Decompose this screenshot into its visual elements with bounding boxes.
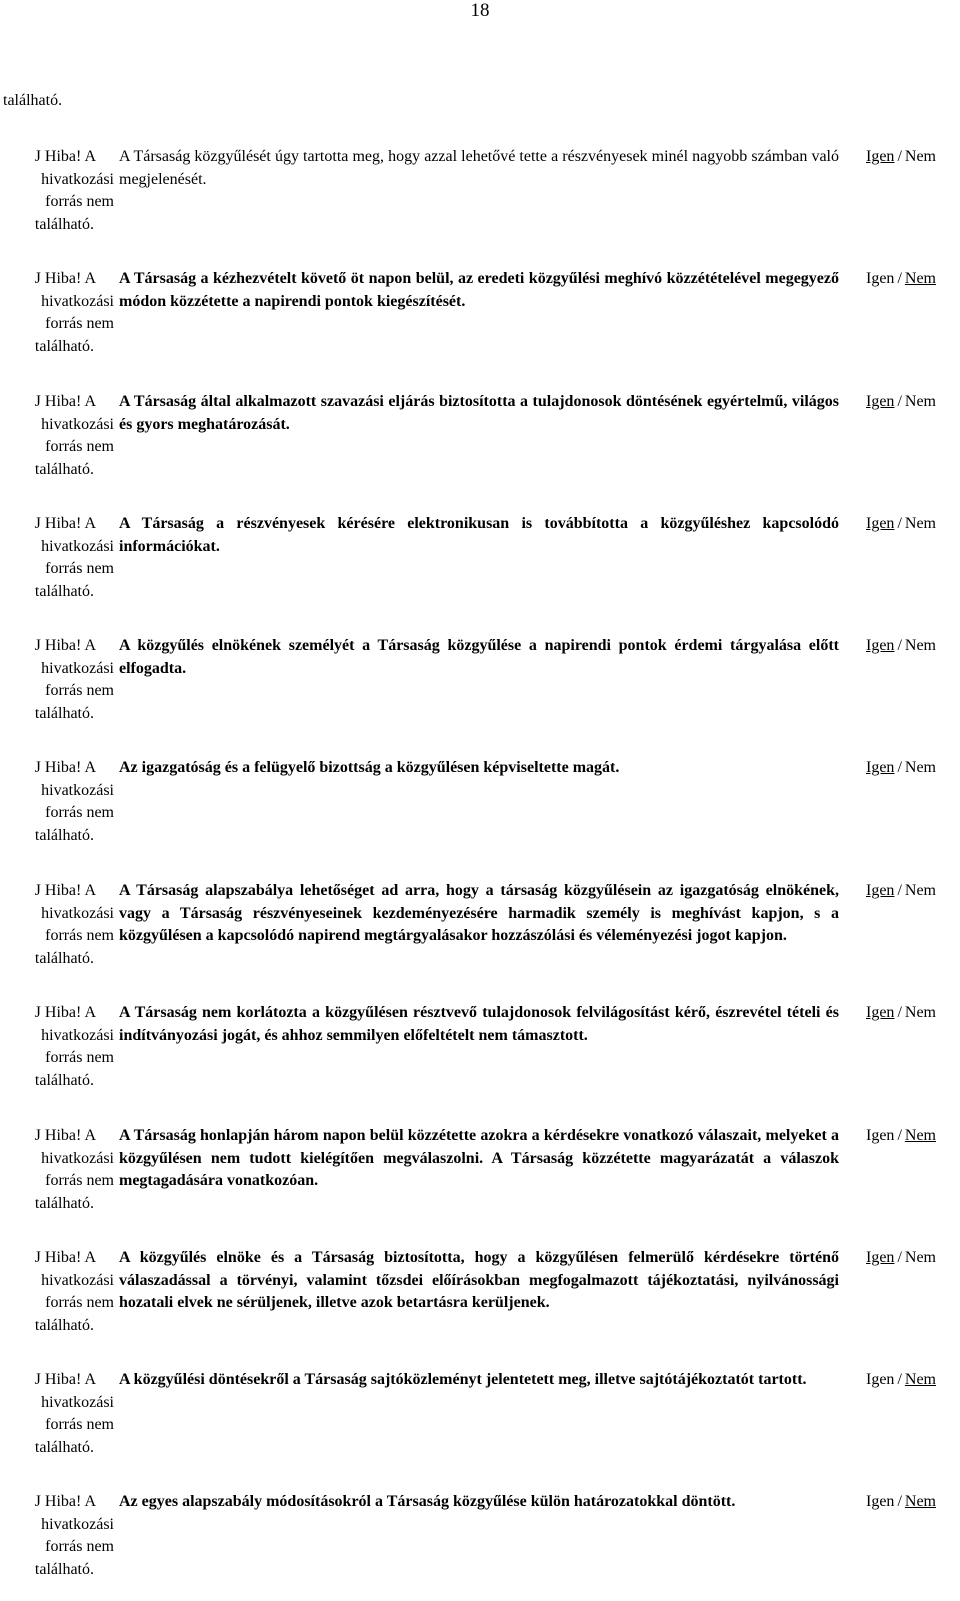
reference-error bbox=[4, 635, 114, 725]
statement-row bbox=[0, 1369, 960, 1479]
reference-error-line: forrás nem bbox=[45, 193, 114, 210]
answer-no-option[interactable]: Nem bbox=[904, 1249, 936, 1266]
statement-text: A Társaság közgyűlését úgy tartotta meg, hogy azzal lehetővé tette a részvényesek minél nagyobb számban való megjelenését. bbox=[119, 148, 839, 188]
reference-error-line: található. bbox=[34, 337, 94, 355]
reference-error bbox=[4, 146, 114, 236]
answer-choice bbox=[866, 1491, 960, 1514]
statement-text: Az igazgatóság és a felügyelő bizottság a közgyűlésen képviseltette magát. bbox=[119, 759, 620, 776]
statement-text: A közgyűlési döntésekről a Társaság sajtóközleményt jelentetett meg, illetve sajtótájékoztatót tartott. bbox=[119, 1371, 807, 1388]
statement-text: A Társaság a részvényesek kérésére elektronikusan is továbbította a közgyűléshez kapcsolódó információkat. bbox=[119, 515, 839, 555]
statement-text: A Társaság a kézhezvételt követő öt napon belül, az eredeti közgyűlési meghívó közzétételével megegyező módon közzétette a napirendi pontok kiegészítését. bbox=[119, 270, 839, 310]
reference-error-line: található. bbox=[34, 1438, 94, 1456]
answer-no-option[interactable]: Nem bbox=[904, 1127, 936, 1144]
reference-error-line: található. bbox=[34, 704, 94, 722]
answer-yes-option[interactable]: Igen bbox=[866, 1371, 895, 1388]
lead-text: található. bbox=[3, 92, 63, 109]
reference-error-line: J Hiba! A bbox=[34, 1371, 96, 1388]
reference-error-line: J Hiba! A bbox=[34, 1127, 96, 1144]
answer-choice bbox=[866, 146, 960, 169]
reference-error-line: hivatkozási bbox=[41, 170, 114, 188]
reference-error-line: J Hiba! A bbox=[34, 270, 96, 287]
answer-yes-option[interactable]: Igen bbox=[866, 1127, 895, 1144]
answer-yes-option[interactable]: Igen bbox=[866, 270, 895, 287]
answer-no-option[interactable]: Nem bbox=[904, 148, 936, 165]
reference-error bbox=[4, 880, 114, 970]
reference-error bbox=[4, 391, 114, 481]
statement-text: A Társaság nem korlátozta a közgyűlésen résztvevő tulajdonosok felvilágosítást kérő, észrevétel tételi és indítványozási jogát, és ahhoz semmilyen előfeltételt nem támasztott. bbox=[119, 1004, 839, 1044]
reference-error-line: található. bbox=[34, 949, 94, 967]
reference-error-line: hivatkozási bbox=[41, 1026, 114, 1044]
reference-error bbox=[4, 513, 114, 603]
answer-separator: / bbox=[897, 1493, 902, 1510]
answer-choice bbox=[866, 268, 960, 291]
answer-separator: / bbox=[897, 515, 902, 532]
reference-error-line: található. bbox=[34, 215, 94, 233]
answer-choice bbox=[866, 1247, 960, 1270]
answer-separator: / bbox=[897, 1127, 902, 1144]
reference-error-line: hivatkozási bbox=[41, 415, 114, 433]
reference-error-line: forrás nem bbox=[45, 1294, 114, 1311]
statement-row bbox=[0, 757, 960, 867]
reference-error-line: hivatkozási bbox=[41, 904, 114, 922]
statement-row bbox=[0, 1002, 960, 1112]
reference-error-line: forrás nem bbox=[45, 927, 114, 944]
reference-error-line: forrás nem bbox=[45, 438, 114, 455]
reference-error-line: J Hiba! A bbox=[34, 1249, 96, 1266]
answer-separator: / bbox=[897, 148, 902, 165]
answer-separator: / bbox=[897, 270, 902, 287]
reference-error-line: található. bbox=[34, 1560, 94, 1578]
answer-yes-option[interactable]: Igen bbox=[866, 882, 895, 899]
answer-separator: / bbox=[897, 637, 902, 654]
reference-error-line: található. bbox=[34, 460, 94, 478]
answer-separator: / bbox=[897, 882, 902, 899]
statement-row bbox=[0, 391, 960, 501]
answer-separator: / bbox=[897, 759, 902, 776]
reference-error bbox=[4, 1491, 114, 1581]
answer-choice bbox=[866, 880, 960, 903]
statement-text: A Társaság honlapján három napon belül közzétette azokra a kérdésekre vonatkozó válaszait, melyeket a közgyűlésen nem tudott kielégítően megválaszolni. A Társaság közzétette magyarázatát a válaszok megtagadására vonatkozóan. bbox=[119, 1127, 839, 1189]
reference-error-line: hivatkozási bbox=[41, 1271, 114, 1289]
reference-error-line: J Hiba! A bbox=[34, 882, 96, 899]
reference-error-line: található. bbox=[34, 1316, 94, 1334]
reference-error-line: J Hiba! A bbox=[34, 1004, 96, 1021]
statement-row bbox=[0, 1125, 960, 1235]
answer-separator: / bbox=[897, 393, 902, 410]
reference-error-line: J Hiba! A bbox=[34, 637, 96, 654]
answer-choice bbox=[866, 391, 960, 414]
answer-choice bbox=[866, 1125, 960, 1148]
answer-separator: / bbox=[897, 1371, 902, 1388]
reference-error-line: J Hiba! A bbox=[34, 148, 96, 165]
reference-error-line: található. bbox=[34, 582, 94, 600]
reference-error-line: forrás nem bbox=[45, 1172, 114, 1189]
reference-error bbox=[4, 268, 114, 358]
reference-error bbox=[4, 1369, 114, 1459]
reference-error-line: hivatkozási bbox=[41, 1393, 114, 1411]
reference-error-line: hivatkozási bbox=[41, 292, 114, 310]
answer-choice bbox=[866, 1369, 960, 1392]
answer-no-option[interactable]: Nem bbox=[904, 637, 936, 654]
reference-error-line: található. bbox=[34, 1071, 94, 1089]
reference-error bbox=[4, 1002, 114, 1092]
answer-no-option[interactable]: Nem bbox=[904, 882, 936, 899]
answer-no-option[interactable]: Nem bbox=[904, 1004, 936, 1021]
reference-error-line: hivatkozási bbox=[41, 1515, 114, 1533]
answer-separator: / bbox=[897, 1004, 902, 1021]
answer-yes-option[interactable]: Igen bbox=[866, 759, 895, 776]
page-number: 18 bbox=[470, 0, 490, 21]
answer-choice bbox=[866, 513, 960, 536]
reference-error-line: hivatkozási bbox=[41, 537, 114, 555]
answer-no-option[interactable]: Nem bbox=[904, 1371, 936, 1388]
statement-text: Az egyes alapszabály módosításokról a Társaság közgyűlése külön határozatokkal döntött. bbox=[119, 1493, 736, 1510]
reference-error-line: forrás nem bbox=[45, 1538, 114, 1555]
answer-yes-option[interactable]: Igen bbox=[866, 1493, 895, 1510]
reference-error-line: J Hiba! A bbox=[34, 1493, 96, 1510]
answer-no-option[interactable]: Nem bbox=[904, 1493, 936, 1510]
reference-error bbox=[4, 1125, 114, 1215]
statement-row bbox=[0, 268, 960, 378]
reference-error bbox=[4, 757, 114, 847]
reference-error-line: J Hiba! A bbox=[34, 759, 96, 776]
statement-text: A Társaság alapszabálya lehetőséget ad arra, hogy a társaság közgyűlésein az igazgatóság elnökének, vagy a Társaság részvényeseinek kezdeményezésére harmadik személy is meghívást kapjon, s a közgyűlésen a kapcsolódó napirend megtárgyalásakor hozzászólási és véleményezési jogot kapjon. bbox=[119, 882, 839, 944]
answer-choice bbox=[866, 757, 960, 780]
answer-no-option[interactable]: Nem bbox=[904, 393, 936, 410]
answer-yes-option[interactable]: Igen bbox=[866, 1249, 895, 1266]
answer-no-option[interactable]: Nem bbox=[904, 759, 936, 776]
reference-error-line: található. bbox=[34, 1194, 94, 1212]
reference-error-line: hivatkozási bbox=[41, 781, 114, 799]
answer-no-option[interactable]: Nem bbox=[904, 515, 936, 532]
reference-error-line: forrás nem bbox=[45, 560, 114, 577]
reference-error-line: forrás nem bbox=[45, 682, 114, 699]
answer-separator: / bbox=[897, 1249, 902, 1266]
answer-choice bbox=[866, 1002, 960, 1025]
answer-choice bbox=[866, 635, 960, 658]
reference-error-line: forrás nem bbox=[45, 1416, 114, 1433]
answer-yes-option[interactable]: Igen bbox=[866, 1004, 895, 1021]
statement-text: A közgyűlés elnökének személyét a Társaság közgyűlése a napirendi pontok érdemi tárgyalása előtt elfogadta. bbox=[119, 637, 839, 677]
statement-row bbox=[0, 635, 960, 745]
reference-error-line: található. bbox=[34, 826, 94, 844]
statement-row bbox=[0, 880, 960, 990]
answer-yes-option[interactable]: Igen bbox=[866, 393, 895, 410]
statement-row bbox=[0, 146, 960, 256]
reference-error-line: J Hiba! A bbox=[34, 393, 96, 410]
answer-yes-option[interactable]: Igen bbox=[866, 148, 895, 165]
reference-error-line: J Hiba! A bbox=[34, 515, 96, 532]
reference-error-line: hivatkozási bbox=[41, 1149, 114, 1167]
statement-row bbox=[0, 1491, 960, 1601]
statement-text: A Társaság által alkalmazott szavazási eljárás biztosította a tulajdonosok döntésének egyértelmű, világos és gyors meghatározását. bbox=[119, 393, 839, 433]
reference-error-line: forrás nem bbox=[45, 1049, 114, 1066]
answer-no-option[interactable]: Nem bbox=[904, 270, 936, 287]
statement-row bbox=[0, 513, 960, 623]
reference-error bbox=[4, 1247, 114, 1337]
statement-text: A közgyűlés elnöke és a Társaság biztosította, hogy a közgyűlésen felmerülő kérdésekre történő válaszadással a törvényi, valamint tőzsdei előírásokban megfogalmazott tájékoztatási, nyilvánossági hozatali elvek ne sérüljenek, illetve azok betartásra kerüljenek. bbox=[119, 1249, 839, 1311]
reference-error-line: forrás nem bbox=[45, 315, 114, 332]
reference-error-line: forrás nem bbox=[45, 804, 114, 821]
answer-yes-option[interactable]: Igen bbox=[866, 515, 895, 532]
answer-yes-option[interactable]: Igen bbox=[866, 637, 895, 654]
statement-row bbox=[0, 1247, 960, 1357]
reference-error-line: hivatkozási bbox=[41, 659, 114, 677]
